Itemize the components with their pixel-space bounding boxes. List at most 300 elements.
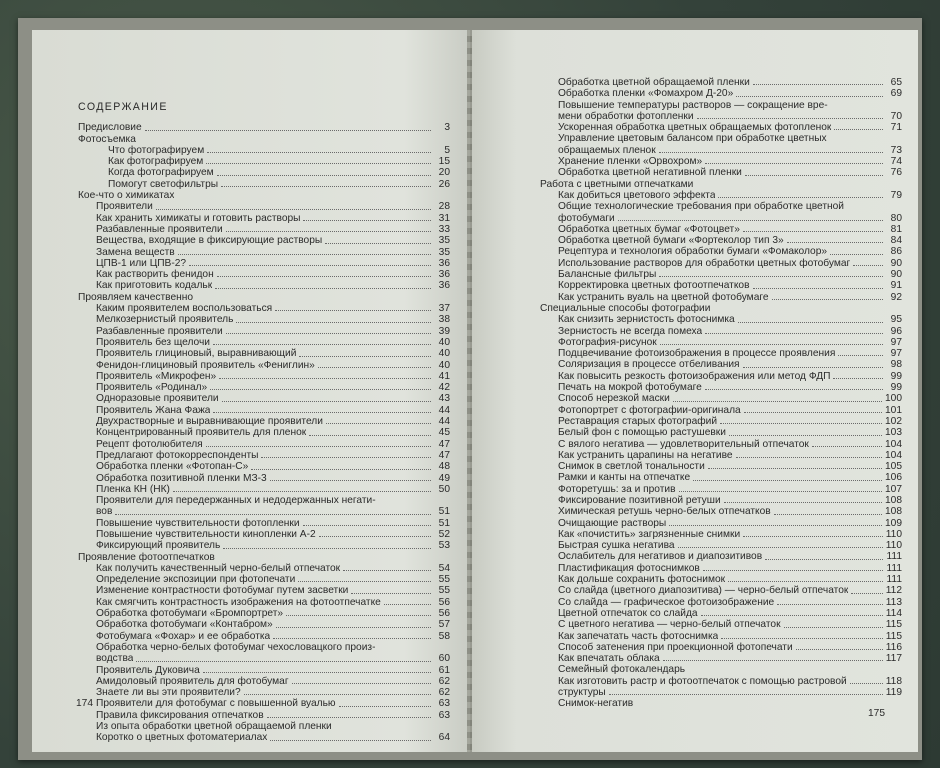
toc-entry-title: Снимок в светлой тональности: [558, 461, 705, 473]
dot-leader: [679, 491, 883, 492]
dot-leader: [213, 344, 431, 345]
toc-entry-page: 79: [890, 189, 902, 201]
toc-entry: [78, 721, 450, 732]
toc-entry-title: Проявитель Жана Фажа: [96, 404, 211, 416]
toc-entry: [540, 224, 902, 235]
toc-entry-title: водства: [96, 653, 134, 665]
toc-entry-page: 43: [438, 393, 450, 405]
toc-entry-title: Разбавленные проявители: [96, 223, 223, 235]
toc-entry-title: Пластификация фотоснимков: [558, 562, 700, 574]
toc-entry-page: 90: [890, 257, 902, 269]
toc-entry: [540, 698, 902, 709]
toc-entry-title: Белый фон с помощью растушевки: [558, 427, 726, 439]
toc-entry: [78, 348, 450, 359]
toc-entry: [540, 382, 902, 393]
toc-entry-title: Специальные способы фотографии: [540, 302, 711, 314]
toc-entry-title: Мелкозернистый проявитель: [96, 314, 234, 326]
toc-entry: [540, 348, 902, 359]
dot-leader: [275, 310, 431, 311]
dot-leader: [299, 356, 431, 357]
toc-entry: [540, 484, 902, 495]
toc-entry: [78, 201, 450, 212]
toc-left-column: [78, 102, 450, 744]
toc-entry-page: 58: [438, 630, 450, 642]
toc-entry-title: Ослабитель для негативов и диапозитивов: [558, 551, 763, 563]
toc-entry-title: ЦПВ-1 или ЦПВ-2?: [96, 257, 187, 269]
dot-leader: [222, 401, 431, 402]
dot-leader: [219, 378, 431, 379]
toc-entry: [78, 427, 450, 438]
toc-entry-title: Управление цветовым балансом при обработке цветных: [558, 133, 827, 145]
toc-entry: [540, 676, 902, 687]
toc-entry: [78, 167, 450, 178]
toc-entry: [540, 201, 902, 212]
toc-entry-page: 40: [438, 359, 450, 371]
toc-entry-title: Обработка цветных бумаг «Фотоцвет»: [558, 223, 740, 235]
toc-entry: [78, 585, 450, 596]
toc-entry-title: Хранение пленки «Орвохром»: [558, 156, 703, 168]
toc-entry-page: 119: [885, 687, 902, 699]
toc-entry-page: 116: [885, 641, 902, 653]
toc-entry: [78, 698, 450, 709]
toc-entry-page: 51: [438, 506, 450, 518]
toc-entry-page: 80: [890, 212, 902, 224]
toc-entry-title: фотобумаги: [558, 212, 615, 224]
toc-list-right: [540, 77, 902, 710]
toc-entry-page: 51: [438, 517, 450, 529]
toc-entry: [78, 518, 450, 529]
dot-leader: [701, 615, 883, 616]
toc-entry: [78, 495, 450, 506]
toc-entry: [78, 665, 450, 676]
toc-entry: [78, 314, 450, 325]
toc-entry-page: 106: [885, 472, 902, 484]
dot-leader: [270, 480, 431, 481]
toc-entry-title: Как запечатать часть фотоснимка: [558, 630, 719, 642]
dot-leader: [705, 163, 883, 164]
toc-entry: [78, 303, 450, 314]
dot-leader: [136, 661, 431, 662]
toc-entry-title: Коротко о цветных фотоматериалах: [96, 732, 268, 744]
toc-entry-page: 111: [886, 562, 902, 574]
dot-leader: [351, 593, 431, 594]
toc-entry-title: Обработка пленки «Фотопан-С»: [96, 461, 249, 473]
toc-entry: [540, 574, 902, 585]
toc-entry-page: 36: [438, 280, 450, 292]
toc-entry: [540, 495, 902, 506]
toc-entry-title: Проявление фотоотпечатков: [78, 551, 215, 563]
toc-entry-title: Разбавленные проявители: [96, 325, 223, 337]
toc-entry-page: 53: [438, 540, 450, 552]
toc-entry: [78, 540, 450, 551]
dot-leader: [173, 491, 431, 492]
toc-entry: [540, 246, 902, 257]
toc-entry: [540, 518, 902, 529]
dot-leader: [273, 638, 431, 639]
dot-leader: [270, 740, 431, 741]
toc-entry-page: 63: [438, 698, 450, 710]
toc-entry-title: Фиксирующий проявитель: [96, 540, 221, 552]
toc-entry: [540, 156, 902, 167]
toc-entry: [78, 597, 450, 608]
toc-entry: [540, 472, 902, 483]
toc-entry-title: Общие технологические требования при обработке цветной: [558, 201, 844, 213]
dot-leader: [720, 423, 882, 424]
toc-entry-title: Способ нерезкой маски: [558, 393, 670, 405]
toc-entry-title: Печать на мокрой фотобумаге: [558, 382, 702, 394]
toc-section: [78, 190, 450, 201]
toc-entry-page: 108: [885, 494, 902, 506]
toc-entry-title: Обработка фотобумаги «Контабром»: [96, 619, 273, 631]
dot-leader: [718, 197, 883, 198]
toc-entry-title: Обработка черно-белых фотобумаг чехословацкого произ-: [96, 641, 376, 653]
toc-entry-title: Как растворить фенидон: [96, 269, 214, 281]
toc-entry-title: Определение экспозиции при фотопечати: [96, 574, 296, 586]
toc-entry: [78, 529, 450, 540]
toc-entry-title: Двухрастворные и выравнивающие проявители: [96, 416, 323, 428]
toc-entry: [540, 337, 902, 348]
page-number-left: 174: [76, 698, 93, 709]
toc-entry-title: Фотобумага «Фохар» и ее обработка: [96, 630, 271, 642]
toc-entry-title: Соляризация в процессе отбеливания: [558, 359, 740, 371]
toc-entry-title: Рамки и канты на отпечатке: [558, 472, 691, 484]
toc-entry-page: 35: [438, 246, 450, 258]
toc-entry-title: Замена веществ: [96, 246, 175, 258]
toc-entry-title: Рецепт фотолюбителя: [96, 438, 203, 450]
dot-leader: [784, 627, 883, 628]
dot-leader: [851, 593, 882, 594]
dot-leader: [145, 130, 431, 131]
dot-leader: [115, 514, 431, 515]
toc-entry-page: 70: [890, 110, 902, 122]
toc-entry: [540, 450, 902, 461]
toc-entry-title: Пленка КН (НК): [96, 483, 170, 495]
toc-entry-title: Правила фиксирования отпечатков: [96, 709, 264, 721]
dot-leader: [286, 615, 431, 616]
dot-leader: [673, 401, 882, 402]
toc-entry-page: 36: [438, 269, 450, 281]
toc-entry-title: Корректировка цветных фотоотпечатков: [558, 280, 750, 292]
toc-section: [78, 552, 450, 563]
toc-entry-title: Химическая ретушь черно-белых отпечатков: [558, 506, 771, 518]
dot-leader: [298, 581, 431, 582]
toc-entry-page: 109: [885, 517, 902, 529]
toc-entry-page: 54: [438, 562, 450, 574]
toc-entry-page: 41: [438, 370, 450, 382]
toc-entry-title: Со слайда (цветного диапозитива) — черно-белый отпечаток: [558, 585, 849, 597]
toc-entry-page: 113: [885, 596, 902, 608]
toc-entry-page: 57: [438, 619, 450, 631]
dot-leader: [609, 694, 883, 695]
dot-leader: [326, 423, 431, 424]
toc-entry-title: Проявитель без щелочи: [96, 336, 210, 348]
toc-entry-page: 44: [438, 404, 450, 416]
toc-entry: [540, 631, 902, 642]
page-number-right: 175: [868, 708, 885, 719]
toc-list-left: [78, 122, 450, 743]
toc-entry-title: мени обработки фотопленки: [558, 110, 694, 122]
dot-leader: [207, 152, 431, 153]
toc-entry-page: 105: [885, 461, 902, 473]
dot-leader: [753, 84, 883, 85]
toc-entry-title: Цветной отпечаток со слайда: [558, 607, 698, 619]
dot-leader: [213, 412, 431, 413]
toc-entry-page: 101: [885, 404, 902, 416]
dot-leader: [660, 344, 883, 345]
toc-entry: [540, 235, 902, 246]
toc-entry-page: 104: [885, 438, 902, 450]
toc-entry-title: Предлагают фотокорреспонденты: [96, 449, 259, 461]
toc-entry: [540, 642, 902, 653]
toc-entry-page: 99: [890, 370, 902, 382]
toc-entry-title: Предисловие: [78, 122, 142, 134]
toc-entry-page: 115: [885, 630, 902, 642]
toc-entry-page: 92: [890, 291, 902, 303]
toc-entry: [540, 687, 902, 698]
toc-entry-page: 107: [885, 483, 902, 495]
dot-leader: [812, 446, 882, 447]
dot-leader: [838, 355, 883, 356]
toc-entry: [540, 563, 902, 574]
toc-entry: [540, 190, 902, 201]
dot-leader: [325, 243, 431, 244]
toc-entry-page: 99: [890, 382, 902, 394]
toc-entry-page: 36: [438, 257, 450, 269]
toc-entry: [540, 269, 902, 280]
toc-entry-page: 47: [438, 449, 450, 461]
toc-entry: [78, 247, 450, 258]
toc-entry: [78, 269, 450, 280]
toc-entry-title: Кое-что о химикатах: [78, 190, 175, 202]
toc-section: [540, 179, 902, 190]
toc-entry-page: 65: [890, 77, 902, 88]
toc-entry: [78, 224, 450, 235]
dot-leader: [178, 254, 431, 255]
toc-entry-page: 49: [438, 472, 450, 484]
toc-entry-page: 95: [890, 314, 902, 326]
toc-entry: [78, 156, 450, 167]
dot-leader: [663, 660, 883, 661]
toc-entry-title: Фотография-рисунок: [558, 336, 657, 348]
dot-leader: [206, 163, 431, 164]
dot-leader: [850, 683, 883, 684]
toc-entry: [78, 653, 450, 664]
toc-entry: [540, 439, 902, 450]
toc-entry-title: Как смягчить контрастность изображения на фотоотпечатке: [96, 596, 381, 608]
toc-entry-page: 50: [438, 483, 450, 495]
toc-entry-page: 102: [885, 415, 902, 427]
toc-entry-title: Фиксирование позитивной ретуши: [558, 494, 721, 506]
toc-entry-page: 111: [886, 574, 902, 586]
toc-entry-title: Балансные фильтры: [558, 269, 657, 281]
toc-entry: [78, 608, 450, 619]
dot-leader: [203, 672, 431, 673]
dot-leader: [217, 175, 431, 176]
toc-section: [78, 122, 450, 133]
toc-entry-page: 48: [438, 461, 450, 473]
toc-entry-title: Обработка цветной негативной пленки: [558, 167, 742, 179]
dot-leader: [729, 435, 882, 436]
toc-entry-page: 91: [890, 280, 902, 292]
toc-entry: [78, 687, 450, 698]
toc-entry-title: С вялого негатива — удовлетворительный отпечаток: [558, 438, 809, 450]
dot-leader: [156, 209, 431, 210]
dot-leader: [705, 333, 883, 334]
toc-entry-page: 38: [438, 314, 450, 326]
toc-entry-title: Обработка позитивной пленки МЗ-3: [96, 472, 267, 484]
toc-entry-title: Знаете ли вы эти проявители?: [96, 687, 241, 699]
toc-entry-page: 3: [444, 122, 450, 134]
toc-entry: [78, 360, 450, 371]
toc-section: [540, 303, 902, 314]
dot-leader: [226, 333, 431, 334]
dot-leader: [251, 469, 431, 470]
toc-entry: [78, 179, 450, 190]
toc-entry-page: 112: [885, 585, 902, 597]
toc-entry: [540, 608, 902, 619]
toc-entry-page: 110: [885, 540, 902, 552]
toc-entry: [540, 122, 902, 133]
toc-entry: [78, 280, 450, 291]
toc-entry-title: Со слайда — графическое фотоизображение: [558, 596, 775, 608]
toc-entry-title: Фенидон-глициновый проявитель «Фениглин»: [96, 359, 315, 371]
dot-leader: [796, 649, 883, 650]
toc-entry-title: Как снизить зернистость фотоснимка: [558, 314, 735, 326]
toc-entry-page: 61: [438, 664, 450, 676]
toc-heading: СОДЕРЖАНИЕ: [78, 101, 168, 113]
toc-entry-title: С цветного негатива — черно-белый отпечаток: [558, 619, 781, 631]
toc-entry-title: Обработка цветной бумаги «Фортеколор тип 3»: [558, 235, 784, 247]
toc-entry-page: 44: [438, 416, 450, 428]
toc-entry-page: 103: [885, 427, 902, 439]
dot-leader: [765, 559, 883, 560]
left-page: [32, 30, 470, 752]
toc-entry-title: Работа с цветными отпечатками: [540, 178, 694, 190]
toc-entry-title: Обработка цветной обращаемой пленки: [558, 77, 750, 88]
open-book: [18, 18, 922, 760]
toc-entry-page: 47: [438, 438, 450, 450]
toc-entry-page: 40: [438, 336, 450, 348]
right-page: [472, 30, 918, 752]
toc-entry-title: Проявители для фотобумаг с повышенной вуалью: [96, 698, 336, 710]
toc-entry-title: Как впечатать облака: [558, 653, 660, 665]
toc-entry-page: 26: [438, 178, 450, 190]
toc-entry-title: Фоторетушь: за и против: [558, 483, 676, 495]
toc-section: [78, 292, 450, 303]
dot-leader: [738, 322, 883, 323]
toc-entry: [540, 393, 902, 404]
toc-entry-page: 28: [438, 201, 450, 213]
toc-entry: [78, 710, 450, 721]
toc-entry: [78, 439, 450, 450]
dot-leader: [303, 220, 431, 221]
toc-entry: [78, 258, 450, 269]
toc-entry: [540, 280, 902, 291]
toc-entry-page: 90: [890, 269, 902, 281]
toc-entry: [78, 326, 450, 337]
toc-entry: [78, 337, 450, 348]
toc-entry-title: Как фотографируем: [108, 156, 204, 168]
toc-entry: [78, 450, 450, 461]
toc-entry-title: Как повысить резкость фотоизображения или метод ФДП: [558, 370, 831, 382]
toc-entry-title: Реставрация старых фотографий: [558, 415, 718, 427]
dot-leader: [753, 288, 883, 289]
toc-entry-page: 60: [438, 653, 450, 665]
toc-entry-title: Как приготовить кодальк: [96, 280, 213, 292]
toc-entry-title: Фотопортрет с фотографии-оригинала: [558, 404, 741, 416]
toc-entry: [540, 213, 902, 224]
toc-entry-title: Проявляем качественно: [78, 291, 194, 303]
toc-entry: [540, 540, 902, 551]
dot-leader: [724, 502, 882, 503]
toc-entry: [540, 529, 902, 540]
dot-leader: [236, 322, 431, 323]
dot-leader: [743, 367, 883, 368]
toc-entry-title: Как хранить химикаты и готовить растворы: [96, 212, 301, 224]
dot-leader: [736, 457, 882, 458]
dot-leader: [215, 288, 431, 289]
dot-leader: [292, 683, 431, 684]
toc-entry-title: Как дольше сохранить фотоснимок: [558, 574, 726, 586]
toc-entry-title: Как устранить царапины на негативе: [558, 449, 733, 461]
toc-entry-page: 97: [890, 348, 902, 360]
toc-entry: [540, 359, 902, 370]
toc-entry-page: 84: [890, 235, 902, 247]
toc-entry-title: Повышение чувствительности фотопленки: [96, 517, 300, 529]
toc-entry-page: 81: [890, 223, 902, 235]
toc-entry: [540, 461, 902, 472]
dot-leader: [226, 231, 431, 232]
toc-entry: [78, 145, 450, 156]
toc-entry-title: Как добиться цветового эффекта: [558, 189, 716, 201]
toc-entry-page: 86: [890, 246, 902, 258]
dot-leader: [217, 276, 431, 277]
toc-entry: [540, 167, 902, 178]
toc-entry: [78, 506, 450, 517]
toc-entry-page: 42: [438, 382, 450, 394]
dot-leader: [659, 276, 883, 277]
dot-leader: [223, 548, 431, 549]
toc-entry-title: Семейный фотокалендарь: [558, 664, 686, 676]
toc-section: [78, 134, 450, 145]
toc-entry-page: 108: [885, 506, 902, 518]
dot-leader: [244, 694, 431, 695]
toc-entry-title: Использование растворов для обработки цветных фотобумаг: [558, 257, 851, 269]
dot-leader: [787, 242, 883, 243]
toc-entry: [78, 461, 450, 472]
toc-entry: [540, 371, 902, 382]
toc-entry-title: Подцвечивание фотоизображения в процессе проявления: [558, 348, 836, 360]
toc-entry-title: Фотосъемка: [78, 133, 136, 145]
toc-entry-page: 20: [438, 167, 450, 179]
dot-leader: [693, 480, 882, 481]
toc-entry: [78, 382, 450, 393]
toc-entry-title: Снимок-негатив: [558, 698, 634, 710]
toc-entry-title: Концентрированный проявитель для пленок: [96, 427, 307, 439]
toc-entry: [78, 405, 450, 416]
toc-entry-page: 62: [438, 687, 450, 699]
toc-entry-page: 5: [444, 144, 450, 156]
toc-entry-title: Как изготовить растр и фотоотпечаток с помощью растровой: [558, 675, 847, 687]
toc-entry-title: Проявители для передержанных и недодержанных негати-: [96, 495, 376, 507]
dot-leader: [833, 378, 883, 379]
toc-entry: [78, 484, 450, 495]
toc-entry-page: 69: [890, 88, 902, 100]
toc-entry-title: Что фотографируем: [108, 144, 205, 156]
toc-entry: [78, 619, 450, 630]
dot-leader: [834, 129, 883, 130]
toc-entry-title: Когда фотографируем: [108, 167, 214, 179]
